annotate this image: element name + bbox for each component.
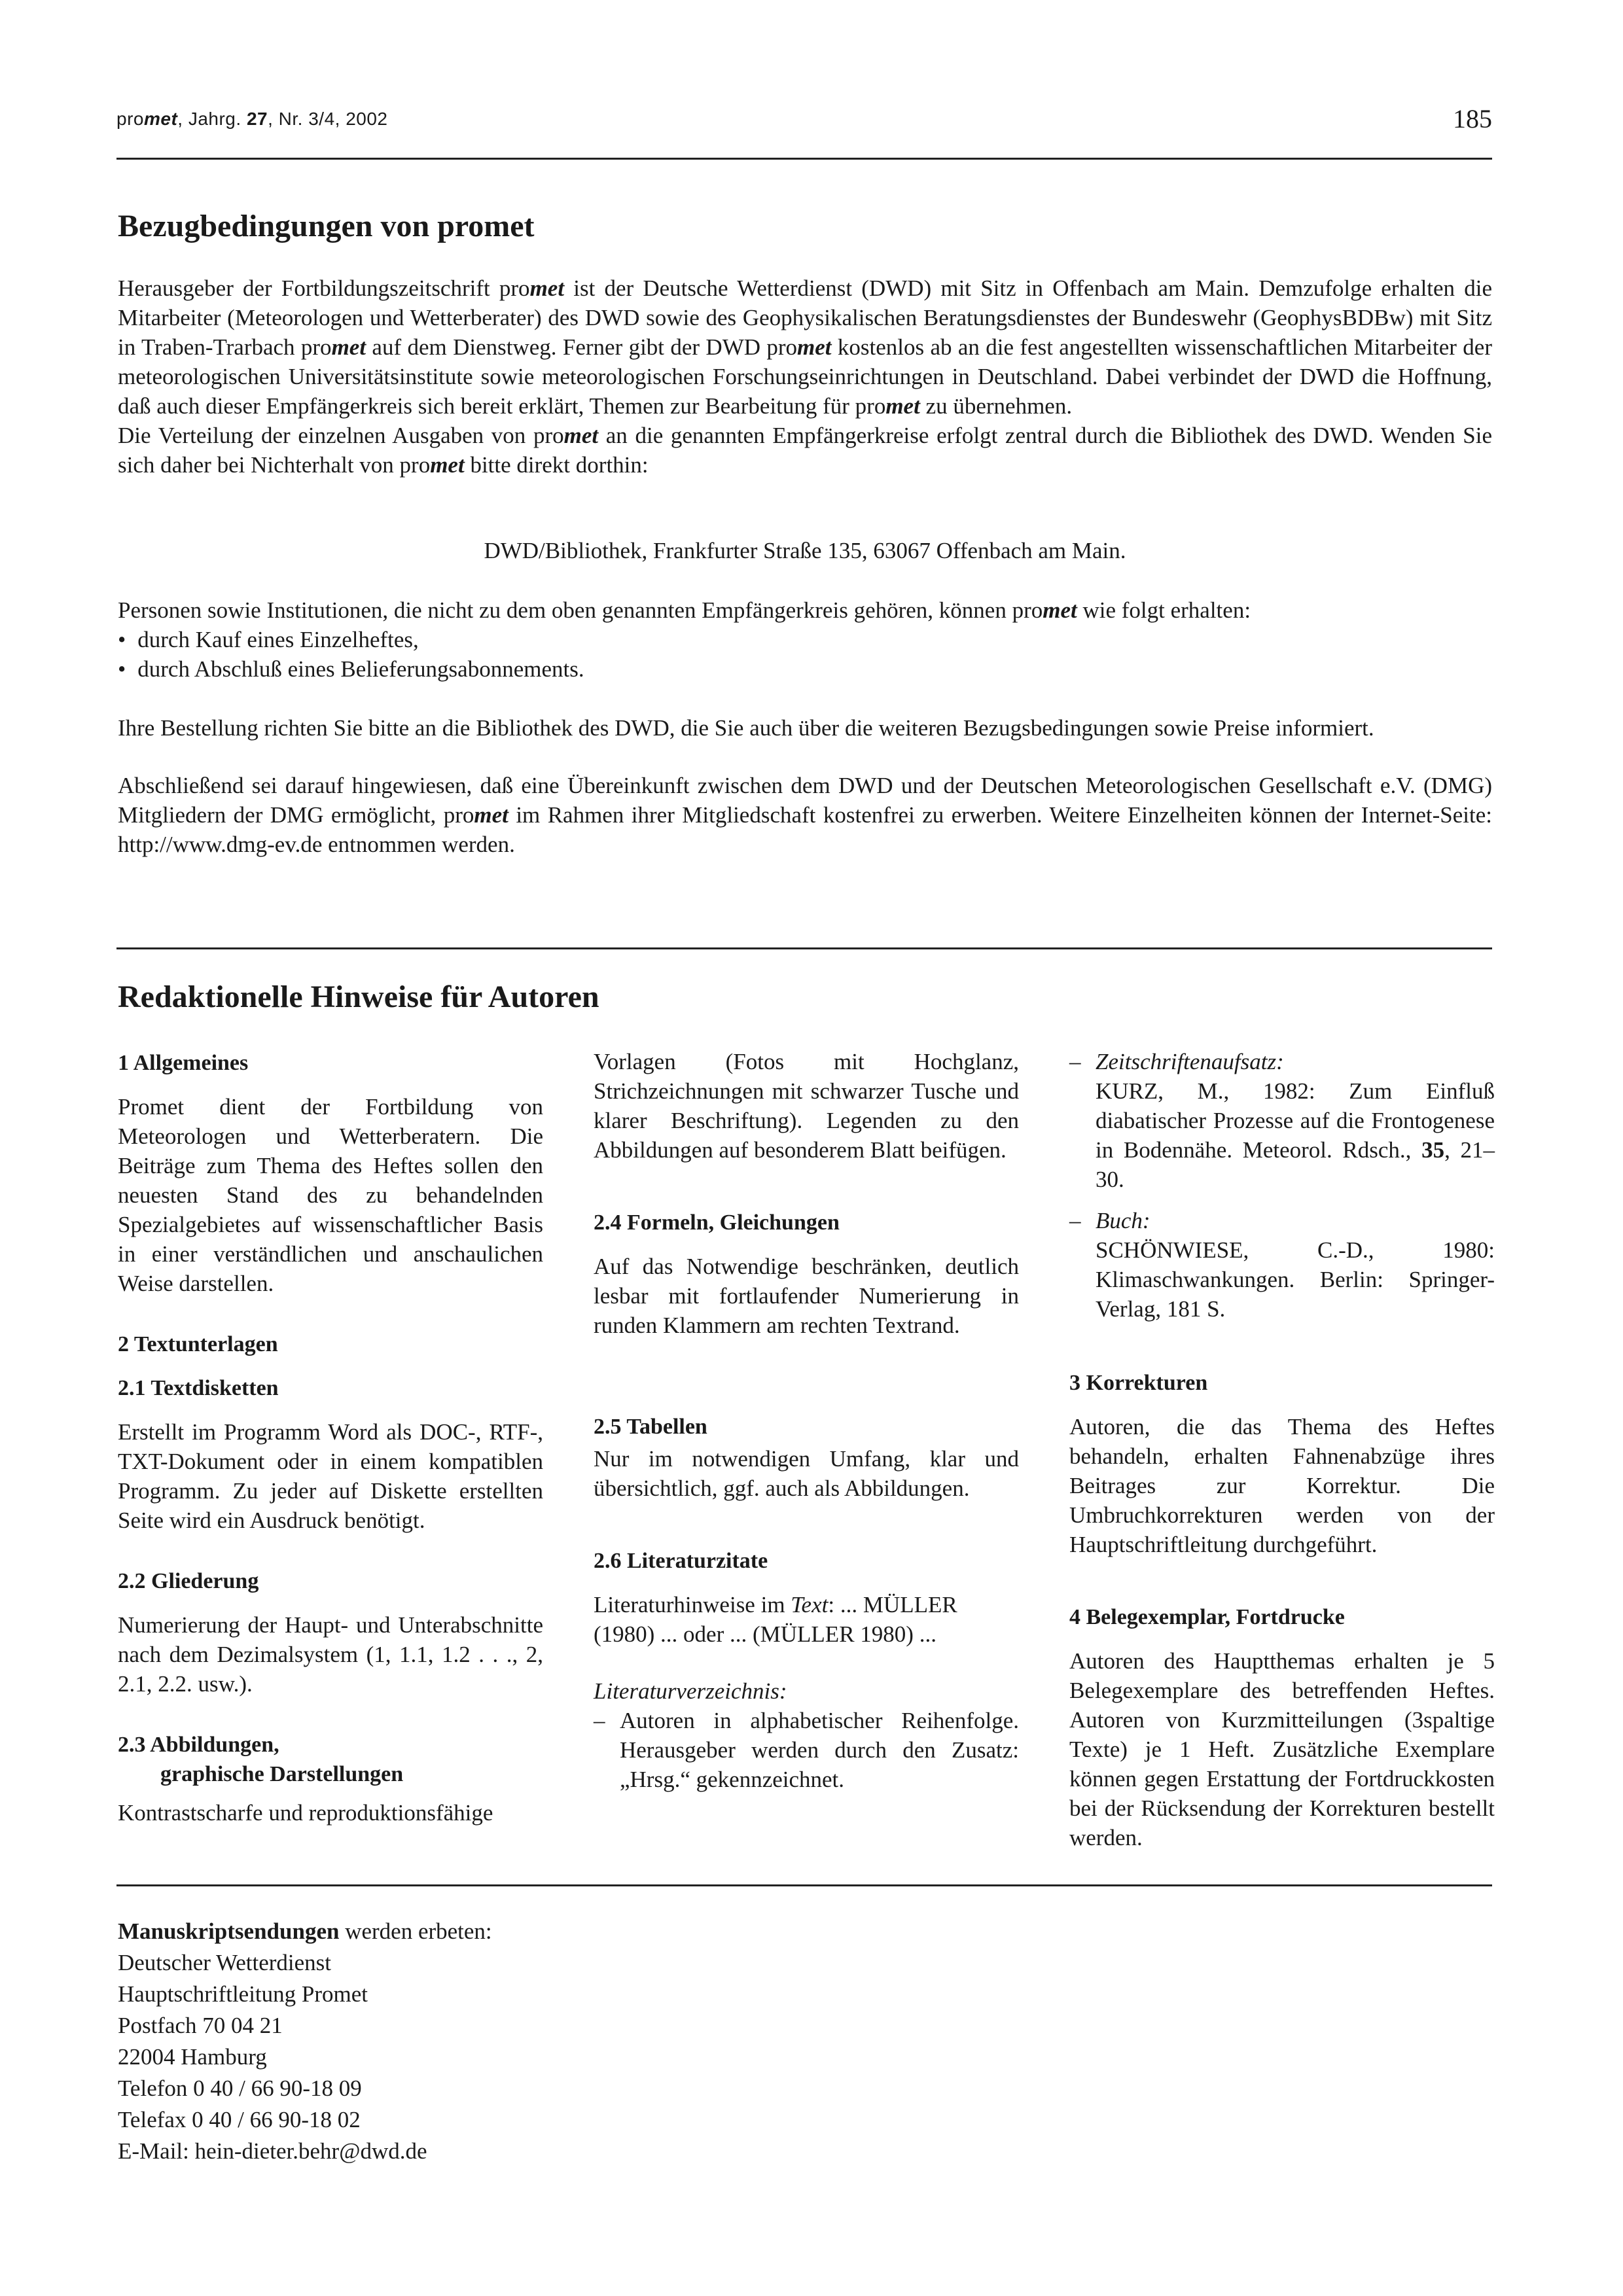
text-textdisketten: Erstellt im Programm Word als DOC-, RTF-, TXT-Dokument oder in einem kompatiblen Programm. Zu jeder auf Diskette erstellten Seite wird ein Ausdruck benötigt. <box>118 1419 543 1533</box>
running-header: promet, Jahrg. 27, Nr. 3/4, 2002 <box>116 109 388 129</box>
heading-abbildungen-line2: graphische Darstellungen <box>160 1762 404 1786</box>
manuscript-contact <box>118 1916 492 2167</box>
contact-line: Postfach 70 04 21 <box>118 2013 283 2038</box>
heading-korrekturen: 3 Korrekturen <box>1069 1371 1208 1395</box>
section-title-bezug: Bezugbedingungen von promet <box>118 209 535 243</box>
bullet-item: • durch Abschluß eines Belieferungsabonnements. <box>118 654 584 684</box>
reference-kurz: KURZ, M., 1982: Zum Einfluß diabatischer Prozesse auf die Frontogenese in Bodennähe. Meteorol. Rdsch., 35, 21–30. <box>1096 1078 1495 1192</box>
label-literaturverzeichnis: Literaturverzeichnis: <box>594 1678 787 1704</box>
bullet-item: • durch Kauf eines Einzelheftes, <box>118 625 419 654</box>
column-1 <box>118 1048 543 1828</box>
heading-textdisketten: 2.1 Textdisketten <box>118 1376 279 1400</box>
library-address: DWD/Bibliothek, Frankfurter Straße 135, 63067 Offenbach am Main. <box>484 538 1126 563</box>
text-belegexemplar: Autoren des Hauptthemas erhalten je 5 Belegexemplare des betreffenden Heftes. Autoren von Kurzmitteilungen (3spaltige Texte) je 1 Heft. Zusätzliche Exemplare können gegen Erstattung der Fortdruckkosten bei der Rücksendung der Korrekturen bestellt werden. <box>1069 1648 1495 1850</box>
contact-line: 22004 Hamburg <box>118 2044 267 2070</box>
text-korrekturen: Autoren, die das Thema des Heftes behandeln, erhalten Fahnenabzüge ihres Beitrages zur Korrektur. Die Umbruchkorrekturen werden von der Hauptschriftleitung durchgeführt. <box>1069 1414 1495 1557</box>
contact-email: E-Mail: hein-dieter.behr@dwd.de <box>118 2138 427 2164</box>
contact-line: Telefon 0 40 / 66 90-18 09 <box>118 2075 362 2101</box>
paragraph-intro: Herausgeber der Fortbildungszeitschrift promet ist der Deutsche Wetterdienst (DWD) mit Sitz in Offenbach am Main. Demzufolge erhalten die Mitarbeiter (Meteorologen und Wetterberater) des DWD sowie des Geophysikalischen Beratungsdienstes der Bundeswehr (GeophysBDBw) mit Sitz in Traben-Trarbach promet auf dem Dienstweg. Ferner gibt der DWD promet kostenlos ab an die fest angestellten wissenschaftlichen Mitarbeiter der meteorologischen Universitätsinstitute sowie meteorologischen Forschungseinrichtungen in Deutschland. Dabei verbindet der DWD die Hoffnung, daß auch dieser Empfängerkreis sich bereit erklärt, Themen zur Bearbeitung für promet zu übernehmen. Die Verteilung der einzelnen Ausgaben von promet an die genannten Empfängerkreise erfolgt zentral durch die Bibliothek des DWD. Wenden Sie sich daher bei Nichterhalt von promet bitte direkt dorthin: <box>118 275 1492 478</box>
heading-formeln: 2.4 Formeln, Gleichungen <box>594 1210 840 1235</box>
header-rule <box>116 158 1492 160</box>
contact-line: Telefax 0 40 / 66 90-18 02 <box>118 2107 361 2132</box>
page-number: 185 <box>1453 104 1492 133</box>
text-formeln: Auf das Notwendige beschränken, deutlich lesbar mit fortlaufender Numerierung in runden Klammern am rechten Textrand. <box>594 1254 1019 1338</box>
paragraph-order: Ihre Bestellung richten Sie bitte an die Bibliothek des DWD, die Sie auch über die weiteren Bezugsbedingungen sowie Preise informiert. <box>118 715 1374 741</box>
heading-abbildungen: 2.3 Abbildungen, <box>118 1733 279 1757</box>
section-title-hinweise: Redaktionelle Hinweise für Autoren <box>118 980 599 1014</box>
dash-list-item: – Autoren in alphabetischer Reihenfolge. Herausgeber werden durch den Zusatz: „Hrsg.“ gekennzeichnet. <box>594 1706 1019 1794</box>
paragraph-persons: Personen sowie Institutionen, die nicht zu dem oben genannten Empfängerkreis gehören, können promet wie folgt erhalten: <box>118 597 1251 623</box>
text-abbildungen: Kontrastscharfe und reproduktionsfähige <box>118 1800 493 1826</box>
heading-literaturzitate: 2.6 Literaturzitate <box>594 1549 768 1573</box>
heading-gliederung: 2.2 Gliederung <box>118 1569 259 1593</box>
text-literaturverzeichnis: Autoren in alphabetischer Reihenfolge. Herausgeber werden durch den Zusatz: „Hrsg.“ gekennzeichnet. <box>620 1708 1019 1792</box>
contact-line: Deutscher Wetterdienst <box>118 1950 332 1975</box>
text-literaturzitate: Literaturhinweise im Text: ... MÜLLER (1980) ... oder ... (MÜLLER 1980) ... <box>594 1592 957 1647</box>
paragraph-dmg: Abschließend sei darauf hingewiesen, daß eine Übereinkunft zwischen dem DWD und der Deutschen Meteorologischen Gesellschaft e.V. (DMG) Mitgliedern der DMG ermöglicht, promet im Rahmen ihrer Mitgliedschaft kostenfrei zu erwerben. Weitere Einzelheiten können der Internet-Seite: http://www.dmg-ev.de entnommen werden. <box>118 773 1492 857</box>
heading-allgemeines: 1 Allgemeines <box>118 1051 249 1075</box>
text-allgemeines: Promet dient der Fortbildung von Meteorologen und Wetterberatern. Die Beiträge zum Thema des Heftes sollen den neuesten Stand des zu behandelnden Spezialgebietes auf wissenschaftlicher Basis in einer verständlichen und anschaulichen Weise darstellen. <box>118 1094 543 1296</box>
heading-belegexemplar: 4 Belegexemplar, Fortdrucke <box>1069 1605 1345 1629</box>
text-abbildungen-cont: Vorlagen (Fotos mit Hochglanz, Strichzeichnungen mit schwarzer Tusche und klarer Beschriftung). Legenden zu den Abbildungen auf besonderem Blatt beifügen. <box>594 1049 1019 1163</box>
label-buch: – Buch: <box>1069 1208 1150 1233</box>
contact-line: Hauptschriftleitung Promet <box>118 1981 368 2007</box>
column-2 <box>594 1047 1019 1794</box>
heading-textunterlagen: 2 Textunterlagen <box>118 1332 278 1356</box>
label-zeitschriftenaufsatz: – Zeitschriftenaufsatz: <box>1069 1049 1284 1074</box>
text-tabellen: Nur im notwendigen Umfang, klar und übersichtlich, ggf. auch als Abbildungen. <box>594 1446 1019 1501</box>
section-rule <box>116 947 1492 949</box>
reference-schoenwiese: SCHÖNWIESE, C.-D., 1980: Klimaschwankungen. Berlin: Springer-Verlag, 181 S. <box>1096 1237 1495 1322</box>
column-3 <box>1069 1047 1495 1852</box>
text-gliederung: Numerierung der Haupt- und Unterabschnitte nach dem Dezimalsystem (1, 1.1, 1.2 . . ., 2, 2.1, 2.2. usw.). <box>118 1612 543 1697</box>
contact-lead: Manuskriptsendungen werden erbeten: <box>118 1918 492 1944</box>
footer-rule <box>116 1884 1492 1886</box>
heading-tabellen: 2.5 Tabellen <box>594 1415 707 1439</box>
